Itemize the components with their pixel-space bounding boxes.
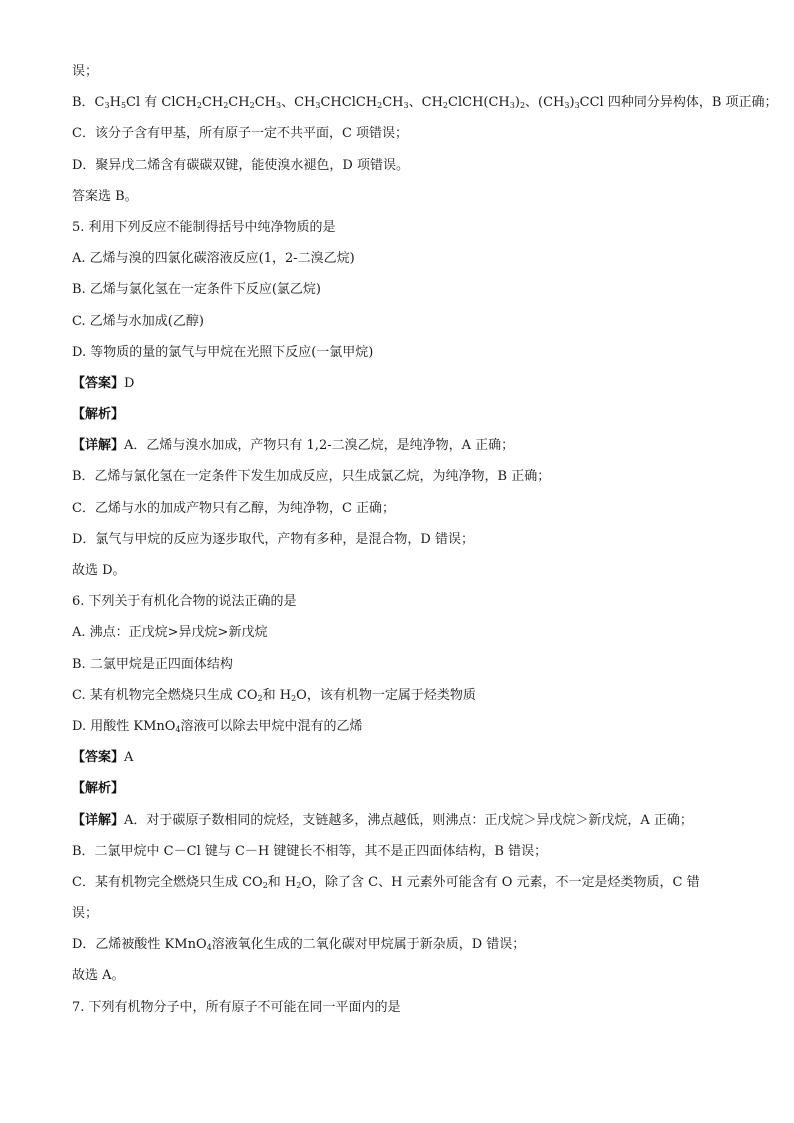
section-tag: 【详解】 — [72, 438, 125, 454]
text-segment: CHClCH — [320, 95, 378, 111]
text-segment: C．乙烯与水的加成产物只有乙醇，为纯净物，C 正确； — [72, 500, 396, 516]
text-segment: H — [109, 95, 121, 111]
text-line — [72, 249, 732, 269]
text-segment: D．聚异戊二烯含有碳碳双键，能使溴水褪色，D 项错误。 — [72, 157, 409, 173]
text-line — [72, 499, 732, 519]
text-segment: B. 乙烯与氯化氢在一定条件下反应(氯乙烷) — [72, 282, 321, 298]
subscript: 5 — [120, 101, 127, 111]
text-segment: CH — [254, 95, 276, 111]
text-line — [72, 312, 732, 332]
text-line — [72, 686, 732, 706]
text-segment: D — [124, 375, 135, 391]
text-segment: 和 H — [262, 687, 292, 703]
text-segment: 、(CH — [525, 95, 565, 111]
text-line — [72, 592, 732, 612]
text-line — [72, 904, 732, 924]
text-line — [72, 779, 732, 799]
subscript: 2 — [196, 101, 202, 111]
subscript: 2 — [377, 101, 383, 111]
text-line — [72, 187, 732, 207]
subscript: 2 — [262, 880, 268, 890]
text-segment: B．乙烯与氯化氢在一定条件下发生加成反应，只生成氯乙烷，为纯净物，B 正确； — [72, 469, 551, 485]
text-segment: ) — [514, 95, 520, 111]
text-segment: D. 用酸性 KMnO — [72, 718, 176, 734]
subscript: 3 — [315, 101, 321, 111]
text-line — [72, 62, 732, 82]
text-segment: 、CH — [281, 95, 316, 111]
text-line — [72, 842, 732, 862]
text-line — [72, 655, 732, 675]
section-tag: 【解析】 — [72, 407, 125, 423]
text-line — [72, 873, 732, 893]
text-line — [72, 811, 732, 831]
section-tag: 【详解】 — [72, 812, 125, 828]
subscript: 2 — [296, 880, 302, 890]
text-line — [72, 935, 732, 955]
text-segment: B．二氯甲烷中 C－Cl 键与 C－H 键键长不相等，其不是正四面体结构，B 错误； — [72, 843, 548, 859]
subscript: 2 — [249, 101, 255, 111]
text-line — [72, 343, 732, 363]
text-segment: 和 H — [267, 874, 297, 890]
text-segment: CH — [228, 95, 250, 111]
text-segment: 5. 利用下列反应不能制得括号中纯净物质的是 — [72, 219, 336, 235]
text-segment: 、CH — [408, 95, 443, 111]
subscript: 3 — [104, 101, 110, 111]
subscript: 2 — [442, 101, 449, 111]
text-segment: 故选 A。 — [72, 968, 125, 984]
text-segment: 溶液可以除去甲烷中混有的乙烯 — [180, 718, 363, 734]
text-line — [72, 717, 732, 737]
text-segment: A．乙烯与溴水加成，产物只有 1,2-二溴乙烷，是纯净物，A 正确； — [124, 438, 515, 454]
text-line — [72, 93, 778, 113]
text-segment: 误； — [72, 64, 99, 79]
text-segment: CCl 四种同分异构体，B 项正确； — [579, 95, 778, 111]
text-segment: 答案选 B。 — [72, 188, 138, 204]
text-line — [72, 124, 732, 144]
text-segment: B．C — [72, 95, 105, 111]
subscript: 3 — [509, 101, 515, 111]
text-segment: ClCH(CH — [448, 95, 510, 111]
subscript: 2 — [519, 101, 526, 111]
subscript: 2 — [291, 693, 297, 703]
text-segment: C. 乙烯与水加成(乙醇) — [72, 313, 204, 329]
text-line — [72, 966, 732, 986]
text-segment: B. 二氯甲烷是正四面体结构 — [72, 656, 233, 672]
text-line — [72, 280, 732, 300]
text-segment: A — [124, 750, 134, 766]
text-segment: D. 等物质的量的氯气与甲烷在光照下反应(一氯甲烷) — [72, 344, 374, 360]
section-tag: 【答案】 — [72, 750, 125, 766]
text-segment: 6. 下列关于有机化合物的说法正确的是 — [72, 594, 297, 610]
text-line — [72, 467, 732, 487]
text-line — [72, 405, 732, 425]
subscript: 3 — [564, 101, 570, 111]
text-segment: CH — [382, 95, 404, 111]
text-segment: C. 某有机物完全燃烧只生成 CO — [72, 687, 258, 703]
text-line — [72, 998, 732, 1018]
text-segment: D．氯气与甲烷的反应为逐步取代，产物有多种，是混合物，D 错误； — [72, 531, 474, 547]
subscript: 3 — [403, 101, 409, 111]
text-line — [72, 623, 732, 643]
subscript: 4 — [206, 943, 212, 953]
text-line — [72, 748, 732, 768]
section-tag: 【解析】 — [72, 781, 125, 797]
subscript: 4 — [175, 724, 181, 734]
text-line — [72, 436, 732, 456]
text-line — [72, 561, 732, 581]
text-segment: C．某有机物完全燃烧只生成 CO — [72, 874, 263, 890]
text-segment: ) — [569, 95, 575, 111]
text-segment: 溶液氧化生成的二氧化碳对甲烷属于新杂质，D 错误； — [211, 937, 526, 953]
text-segment: O，除了含 C、H 元素外可能含有 O 元素，不一定是烃类物质，C 错 — [301, 874, 700, 890]
text-line — [72, 530, 732, 550]
text-segment: A. 乙烯与溴的四氯化碳溶液反应(1，2-二溴乙烷) — [72, 251, 355, 267]
subscript: 3 — [275, 101, 282, 111]
section-tag: 【答案】 — [72, 375, 125, 391]
text-segment: A. 沸点：正戊烷>异戊烷>新戊烷 — [72, 625, 268, 641]
document-page — [72, 62, 778, 1029]
text-line — [72, 156, 732, 176]
text-segment: 7. 下列有机物分子中，所有原子不可能在同一平面内的是 — [72, 999, 401, 1015]
text-segment: A．对于碳原子数相同的烷烃，支链越多，沸点越低，则沸点：正戊烷＞异戊烷＞新戊烷，A 正确； — [124, 812, 693, 828]
text-segment: CH — [201, 95, 224, 111]
subscript: 2 — [257, 693, 263, 703]
text-segment: O，该有机物一定属于烃类物质 — [296, 687, 476, 703]
text-line — [72, 218, 732, 238]
text-segment: D．乙烯被酸性 KMnO — [72, 937, 207, 953]
subscript: 2 — [223, 101, 229, 111]
subscript: 3 — [574, 101, 580, 111]
text-segment: Cl 有 ClCH — [126, 95, 197, 111]
text-line — [72, 374, 732, 394]
text-segment: C．该分子含有甲基，所有原子一定不共平面，C 项错误； — [72, 126, 409, 142]
text-segment: 故选 D。 — [72, 563, 126, 578]
text-segment: 误； — [72, 906, 99, 922]
